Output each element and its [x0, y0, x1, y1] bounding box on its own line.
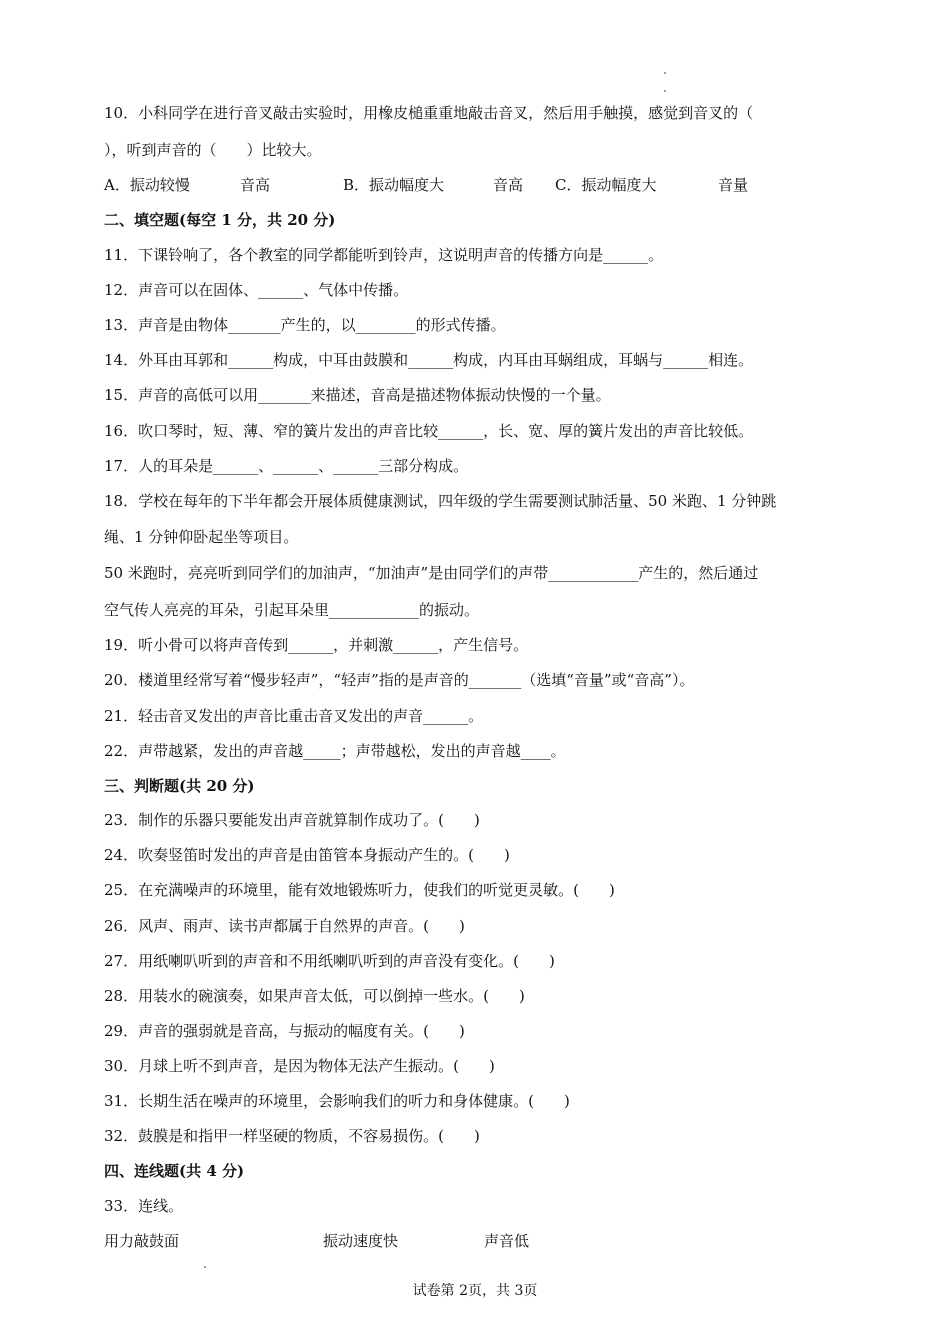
question-line: 18．学校在每年的下半年都会开展体质健康测试，四年级的学生需要测试肺活量、50 米跑、1 分钟跳 [104, 492, 777, 510]
question-line: 33．连线。 [104, 1197, 184, 1215]
question-line: 12．声音可以在固体、______、气体中传播。 [104, 281, 409, 299]
q10-line2: ），听到声音的（ ）比较大。 [104, 141, 322, 159]
question-line: 28．用装水的碗演奏，如果声音太低，可以倒掉一些水。( ) [104, 987, 525, 1005]
question-line: 27．用纸喇叭听到的声音和不用纸喇叭听到的声音没有变化。( ) [104, 952, 555, 970]
option-b-value: 音高 [493, 176, 524, 194]
option-c-value: 音量 [718, 176, 749, 194]
matching-item-left[interactable]: 用力敲鼓面 [104, 1232, 180, 1250]
question-line: 11．下课铃响了，各个教室的同学都能听到铃声，这说明声音的传播方向是______。 [104, 246, 664, 264]
scan-dot [204, 1266, 206, 1268]
question-line: 50 米跑时，亮亮听到同学们的加油声，“加油声”是由同学们的声带____________产生的，然后通过 [104, 564, 759, 582]
page-footer: 试卷第 2页，共 3页 [412, 1283, 538, 1299]
question-line: 24．吹奏竖笛时发出的声音是由笛管本身振动产生的。( ) [104, 846, 510, 864]
question-line: 15．声音的高低可以用_______来描述，音高是描述物体振动快慢的一个量。 [104, 386, 611, 404]
option-c-label: C．振动幅度大 [555, 176, 657, 194]
question-line: 23．制作的乐器只要能发出声音就算制作成功了。( ) [104, 811, 480, 829]
section4-title: 四、连线题(共 4 分) [104, 1162, 245, 1180]
option-b-label: B．振动幅度大 [343, 176, 445, 194]
matching-item-right[interactable]: 声音低 [484, 1232, 530, 1250]
section2-title: 二、填空题(每空 1 分，共 20 分) [104, 211, 336, 229]
question-line: 17．人的耳朵是______、______、______三部分构成。 [104, 457, 469, 475]
option-a-value: 音高 [240, 176, 271, 194]
section3-title: 三、判断题(共 20 分) [104, 777, 255, 795]
question-line: 29．声音的强弱就是音高，与振动的幅度有关。( ) [104, 1022, 465, 1040]
option-a-label: A．振动较慢 [104, 176, 190, 194]
question-line: 32．鼓膜是和指甲一样坚硬的物质，不容易损伤。( ) [104, 1127, 480, 1145]
question-line: 空气传人亮亮的耳朵，引起耳朵里____________的振动。 [104, 601, 480, 619]
question-line: 19．听小骨可以将声音传到______，并刺激______，产生信号。 [104, 636, 529, 654]
scan-dot [664, 72, 666, 74]
question-line: 31．长期生活在噪声的环境里，会影响我们的听力和身体健康。( ) [104, 1092, 570, 1110]
question-line: 16．吹口琴时，短、薄、窄的簧片发出的声音比较______，长、宽、厚的簧片发出的声音比较低。 [104, 422, 754, 440]
scan-dot [664, 90, 666, 92]
question-line: 26．风声、雨声、读书声都属于自然界的声音。( ) [104, 917, 465, 935]
question-line: 13．声音是由物体_______产生的，以________的形式传播。 [104, 316, 506, 334]
matching-item-middle[interactable]: 振动速度快 [323, 1232, 399, 1250]
question-line: 20．楼道里经常写着“慢步轻声”，“轻声”指的是声音的_______（选填“音量”或“音高”）。 [104, 671, 695, 689]
question-line: 绳、1 分钟仰卧起坐等项目。 [104, 528, 299, 546]
q10-line1: 10．小科同学在进行音叉敲击实验时，用橡皮槌重重地敲击音叉，然后用手触摸，感觉到音叉的（ [104, 104, 754, 122]
question-line: 22．声带越紧，发出的声音越_____；声带越松，发出的声音越____。 [104, 742, 566, 760]
question-line: 30．月球上听不到声音，是因为物体无法产生振动。( ) [104, 1057, 495, 1075]
question-line: 14．外耳由耳郭和______构成，中耳由鼓膜和______构成，内耳由耳蜗组成，耳蜗与______相连。 [104, 351, 754, 369]
question-line: 21．轻击音叉发出的声音比重击音叉发出的声音______。 [104, 707, 484, 725]
question-line: 25．在充满噪声的环境里，能有效地锻炼听力，使我们的听觉更灵敏。( ) [104, 881, 615, 899]
